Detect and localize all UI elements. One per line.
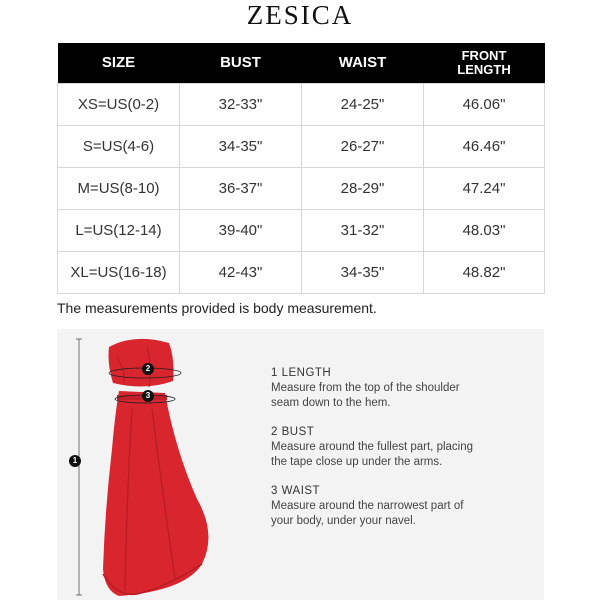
- table-row: [58, 83, 545, 125]
- cell-waist: 34-35": [302, 251, 424, 293]
- dress-ruffle: [109, 339, 174, 387]
- legend-bust: [271, 426, 521, 469]
- header-size: SIZE: [58, 43, 180, 83]
- measurement-note: The measurements provided is body measurement.: [57, 300, 377, 316]
- table-row: [58, 209, 545, 251]
- cell-front-length: 48.03": [424, 209, 545, 251]
- legend-waist-desc-1: Measure around the narrowest part of: [271, 500, 464, 512]
- legend-waist-desc-2: your body, under your navel.: [271, 514, 416, 527]
- legend-length-title: 1 LENGTH: [271, 367, 332, 379]
- legend-bust-desc-2: the tape close up under the arms.: [271, 455, 443, 468]
- legend-length-desc-2: seam down to the hem.: [271, 396, 391, 409]
- cell-size: L=US(12-14): [58, 209, 180, 251]
- table-header-row: [58, 43, 545, 83]
- cell-waist: 28-29": [302, 167, 424, 209]
- dress-illustration: [57, 329, 257, 600]
- legend-waist: [271, 485, 521, 528]
- header-front-length: [424, 43, 545, 83]
- dress-skirt: [103, 391, 208, 596]
- cell-waist: 31-32": [302, 209, 424, 251]
- legend-bust-title: 2 BUST: [271, 426, 315, 438]
- cell-waist: 24-25": [302, 83, 424, 125]
- cell-bust: 36-37": [180, 167, 302, 209]
- marker-bust: 2: [142, 363, 154, 375]
- cell-front-length: 48.82": [424, 251, 545, 293]
- cell-size: XS=US(0-2): [58, 83, 180, 125]
- marker-waist: 3: [142, 390, 154, 402]
- legend-bust-desc-1: Measure around the fullest part, placing: [271, 441, 474, 453]
- cell-front-length: 46.06": [424, 83, 545, 125]
- brand-logo: ZESICA: [246, 0, 354, 30]
- cell-bust: 42-43": [180, 251, 302, 293]
- cell-waist: 26-27": [302, 125, 424, 167]
- header-waist: WAIST: [302, 43, 424, 83]
- marker-length: 1: [69, 455, 81, 467]
- measurement-diagram: [57, 329, 544, 600]
- cell-bust: 32-33": [180, 83, 302, 125]
- cell-front-length: 46.46": [424, 125, 545, 167]
- cell-bust: 34-35": [180, 125, 302, 167]
- cell-size: M=US(8-10): [58, 167, 180, 209]
- size-chart-table: [57, 43, 545, 294]
- measurement-legend: [271, 367, 521, 544]
- table-row: [58, 125, 545, 167]
- cell-size: S=US(4-6): [58, 125, 180, 167]
- header-bust: BUST: [180, 43, 302, 83]
- legend-length: [271, 367, 521, 410]
- table-row: [58, 167, 545, 209]
- header-front-length-label: FRONT LENGTH: [457, 47, 511, 77]
- cell-bust: 39-40": [180, 209, 302, 251]
- cell-size: XL=US(16-18): [58, 251, 180, 293]
- legend-waist-title: 3 WAIST: [271, 485, 321, 497]
- cell-front-length: 47.24": [424, 167, 545, 209]
- legend-length-desc-1: Measure from the top of the shoulder: [271, 382, 460, 394]
- table-row: [58, 251, 545, 293]
